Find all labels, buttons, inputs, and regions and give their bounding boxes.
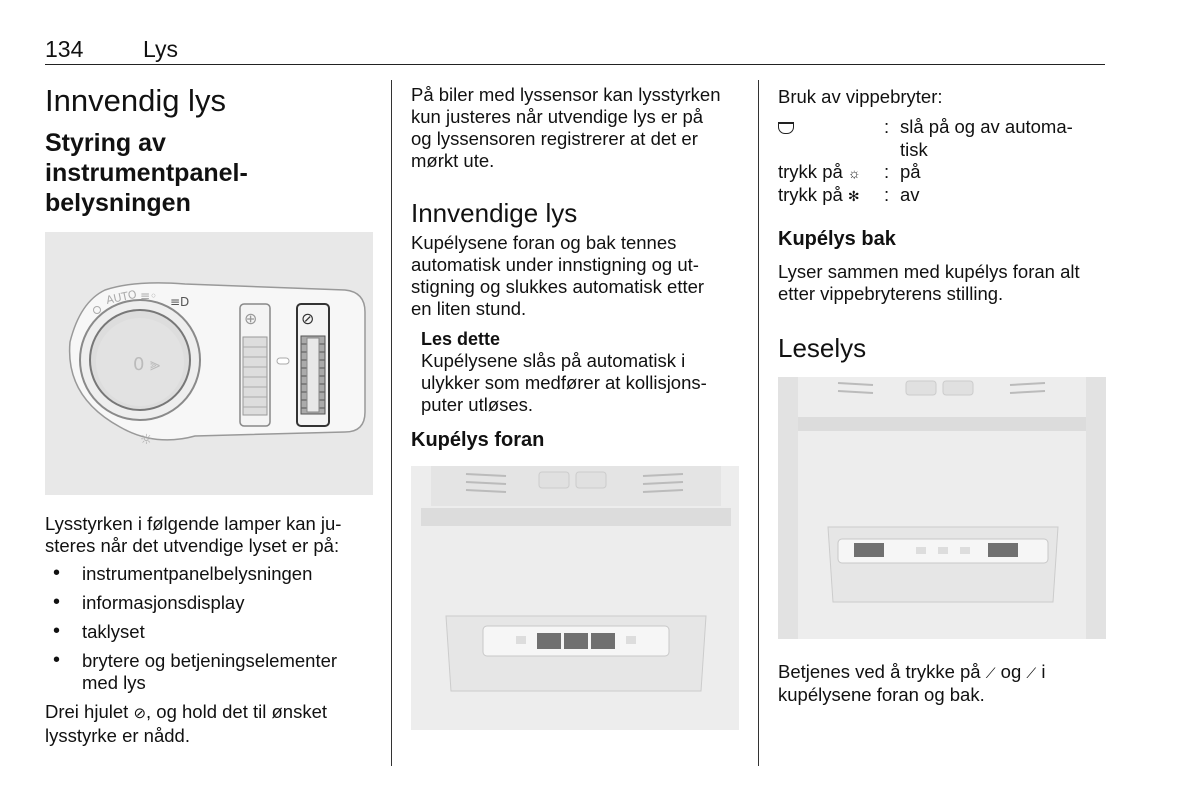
body-text-line: mørkt ute.	[411, 150, 495, 171]
reading-text: Betjenes ved å trykke på	[778, 661, 986, 682]
intro-text-line: steres når det utvendige lyset er på:	[45, 535, 340, 556]
rocker-description: tisk	[900, 139, 928, 160]
light-off-icon: ✻	[847, 188, 860, 204]
body-text-line: Lyser sammen med kupélys foran alt	[778, 261, 1080, 282]
intro-text-line: Lysstyrken i følgende lamper kan ju-	[45, 513, 342, 534]
rocker-description: slå på og av automa-	[900, 116, 1073, 137]
rocker-row	[778, 161, 1108, 184]
list-item: • brytere og betjeningselementer med lys	[45, 650, 372, 694]
heading-rear-interior-light: Kupélys bak	[778, 228, 896, 250]
column-divider	[758, 80, 759, 766]
body-text-line: etter vippebryterens stilling.	[778, 283, 1004, 304]
note-title: Les dette	[421, 329, 501, 349]
instrument-panel-light-switch-figure	[45, 232, 373, 495]
body-text-line: en liten stund.	[411, 298, 527, 319]
outro-text: , og hold det til ønsket	[146, 701, 328, 722]
list-item: • informasjonsdisplay	[45, 592, 375, 614]
heading-interior-lights: Innvendige lys	[411, 198, 578, 228]
body-text-line: På biler med lyssensor kan lysstyrken	[411, 84, 721, 105]
page-number: 134	[45, 36, 84, 62]
rocker-row	[778, 184, 1108, 207]
rocker-intro: Bruk av vippebryter:	[778, 86, 943, 107]
light-on-icon: ☼	[847, 165, 861, 181]
page-header	[45, 36, 1105, 65]
separator: :	[884, 116, 890, 137]
lamp-list	[45, 563, 375, 694]
column-divider	[391, 80, 392, 766]
svg-text:0: 0	[133, 354, 145, 375]
list-item: • taklyset	[45, 621, 375, 643]
rocker-description: på	[900, 161, 921, 182]
reading-light-text-line	[778, 661, 1108, 684]
rocker-switch-list	[778, 116, 1108, 207]
reading-light-left-icon: ⟋	[985, 665, 996, 681]
svg-text:⫸: ⫸	[150, 354, 161, 375]
auto-label: AUTO	[104, 287, 138, 307]
rocker-term: trykk på	[778, 161, 843, 182]
svg-text:≡◦: ≡◦	[140, 289, 158, 303]
heading-front-interior-light: Kupélys foran	[411, 429, 545, 451]
reading-light-right-icon: ⟋	[1026, 665, 1037, 681]
body-text-line: kun justeres når utvendige lys er på	[411, 106, 704, 127]
separator: :	[884, 184, 890, 205]
note-text-line: Kupélysene slås på automatisk i	[421, 350, 686, 371]
rocker-row	[778, 116, 1108, 139]
outro-text-line	[45, 701, 375, 725]
column-2	[411, 84, 741, 730]
separator: :	[884, 161, 890, 182]
svg-text:≡D: ≡D	[170, 295, 190, 309]
body-text-line: stigning og slukkes automatisk etter	[411, 276, 705, 297]
note-text-line: ulykker som medfører at kollisjons-	[421, 372, 707, 393]
body-text-line: automatisk under innstigning og ut-	[411, 254, 699, 275]
svg-text:⊘: ⊘	[301, 309, 315, 328]
subtitle-line: belysningen	[45, 189, 191, 217]
subtitle-line: Styring av instrumentpanel-	[45, 129, 248, 187]
note-text-line: puter utløses.	[421, 394, 534, 415]
section-title: Lys	[143, 36, 178, 62]
dimmer-wheel-icon: ⊘	[133, 705, 147, 722]
reading-text: i	[1036, 661, 1046, 682]
body-text-line: Kupélysene foran og bak tennes	[411, 232, 677, 253]
heading-reading-lights: Leselys	[778, 333, 867, 363]
rocker-term: trykk på	[778, 184, 843, 205]
list-item: • instrumentpanelbelysningen	[45, 563, 375, 585]
rocker-auto-icon	[778, 116, 884, 139]
reading-light-text-line: kupélysene foran og bak.	[778, 684, 985, 705]
body-text-line: og lyssensoren registrerer at det er	[411, 128, 698, 149]
svg-text:⊕: ⊕	[244, 309, 258, 328]
rocker-description: av	[900, 184, 920, 205]
svg-text:☼: ☼	[140, 432, 153, 448]
outro-text-line: lysstyrke er nådd.	[45, 725, 190, 746]
front-interior-light-figure	[411, 466, 739, 730]
outro-text: Drei hjulet	[45, 701, 134, 722]
page-title: Innvendig lys	[45, 83, 226, 118]
reading-text: og	[995, 661, 1027, 682]
column-1	[45, 80, 375, 747]
rocker-row	[778, 139, 1108, 161]
column-3	[778, 86, 1108, 706]
rear-interior-light-figure	[778, 377, 1106, 639]
note-box	[421, 328, 741, 416]
